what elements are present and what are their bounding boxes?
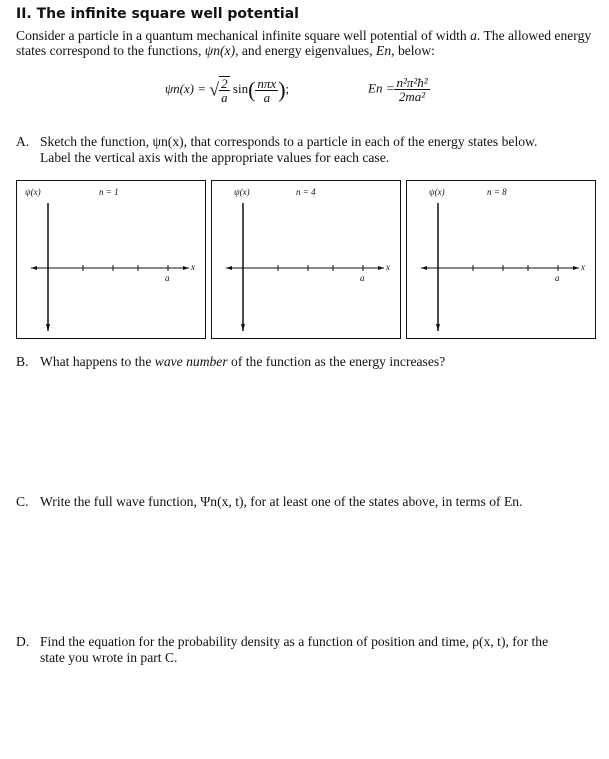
graph-tick-a-n4: a [360, 273, 365, 283]
question-c-text: Write the full wave function, Ψn(x, t), for at least one of the states above, in terms of En. [40, 494, 523, 509]
question-b [16, 354, 445, 370]
graph-tick-a-n8: a [555, 273, 560, 283]
psi-function: ψn(x) [204, 43, 236, 58]
energy-numerator: n²π²ħ² [396, 75, 428, 90]
energy-equation [368, 76, 430, 103]
graph-state-n4: n = 4 [296, 187, 316, 197]
arg-denominator: a [263, 89, 271, 105]
intro-text-4: , below: [391, 43, 435, 58]
sin-function: sin [232, 80, 249, 96]
graph-box-n1 [16, 180, 206, 339]
sin-argument [255, 77, 278, 104]
graph-axes-n4 [212, 181, 402, 340]
graph-state-n1: n = 1 [99, 187, 119, 197]
question-a-line2: Label the vertical axis with the appropriate values for each case. [40, 150, 390, 165]
graph-ylabel-n4: ψ(x) [234, 187, 250, 197]
question-a-line1: Sketch the function, ψn(x), that corresponds to a particle in each of the energy states below. [40, 134, 538, 149]
sqrt-sign: √ [209, 79, 220, 100]
graph-box-n4 [211, 180, 401, 339]
graph-xlabel-n4: x [386, 262, 390, 272]
question-b-letter: B. [16, 354, 29, 369]
semicolon: ; [285, 80, 290, 96]
question-d [16, 634, 606, 666]
graph-ylabel-n8: ψ(x) [429, 187, 445, 197]
question-b-post: of the function as the energy increases? [227, 354, 446, 369]
intro-text-3: , and energy eigenvalues, [235, 43, 377, 58]
graph-axes-n8 [407, 181, 597, 340]
graph-ylabel-n1: ψ(x) [25, 187, 41, 197]
wavefunction-equation [165, 76, 289, 104]
graph-xlabel-n8: x [581, 262, 585, 272]
question-b-emphasis: wave number [154, 354, 228, 369]
sqrt-denominator: a [221, 90, 228, 105]
right-paren: ) [278, 77, 286, 102]
graph-box-n8 [406, 180, 596, 339]
graph-xlabel-n1: x [191, 262, 195, 272]
question-b-pre: What happens to the [40, 354, 155, 369]
question-d-line2: state you wrote in part C. [40, 650, 178, 665]
width-variable: a [470, 28, 477, 43]
question-c-letter: C. [16, 494, 29, 509]
intro-text-1: Consider a particle in a quantum mechanical infinite square well potential of width [16, 28, 471, 43]
graph-axes-n1 [17, 181, 207, 340]
question-a [16, 134, 601, 166]
energy-symbol: En [376, 43, 392, 58]
energy-denominator: 2ma² [398, 89, 426, 104]
question-c [16, 494, 522, 510]
question-d-line1: Find the equation for the probability density as a function of position and time, ρ(x, t), for the [40, 634, 549, 649]
intro-paragraph [16, 28, 596, 58]
left-paren: ( [248, 77, 256, 102]
energy-lhs: En = [368, 80, 395, 96]
sqrt-fraction [219, 76, 230, 104]
question-a-letter: A. [16, 134, 30, 149]
intro-text-2: . The allowed energy states correspond to the functions, [16, 28, 592, 58]
psi-lhs: ψn(x) = [165, 80, 207, 96]
question-d-letter: D. [16, 634, 30, 649]
section-title: II. The infinite square well potential [16, 6, 299, 22]
graph-state-n8: n = 8 [487, 187, 507, 197]
graph-tick-a-n1: a [165, 273, 170, 283]
arg-numerator: nπx [257, 75, 277, 91]
energy-fraction [394, 76, 429, 103]
sqrt-numerator: 2 [221, 76, 228, 91]
